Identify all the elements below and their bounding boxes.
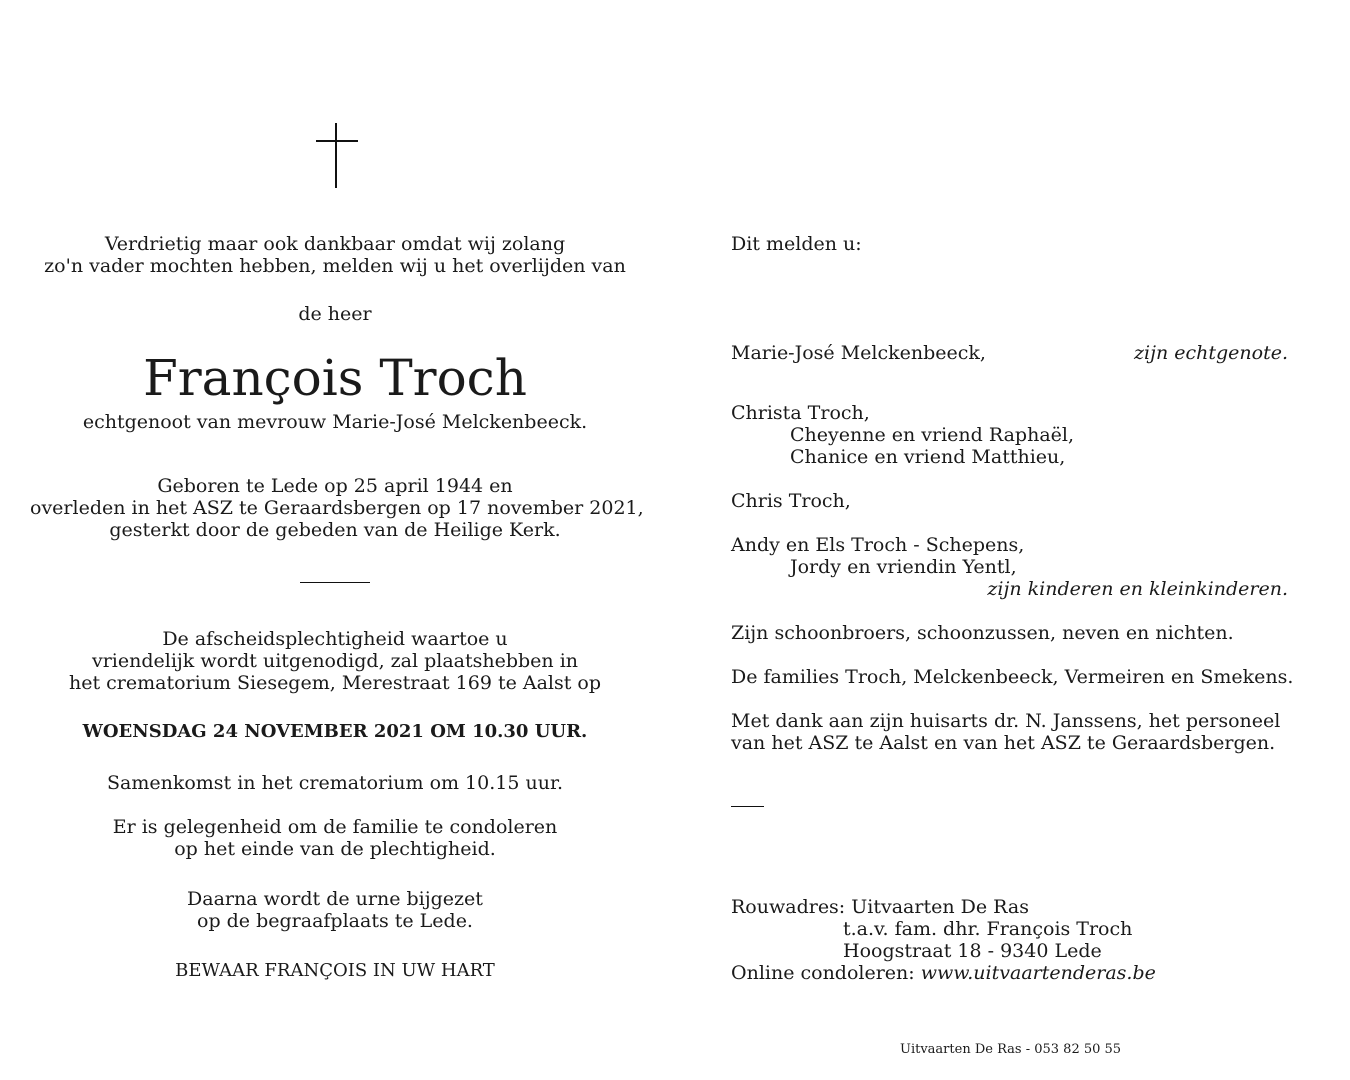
spouse-name: Marie-José Melckenbeeck, (731, 342, 986, 364)
ceremony-date: WOENSDAG 24 NOVEMBER 2021 OM 10.30 UUR. (82, 721, 588, 742)
closing-text: BEWAAR FRANÇOIS IN UW HART (175, 960, 495, 981)
gathering-text: Samenkomst in het crematorium om 10.15 uur. (106, 772, 564, 794)
address-line-3: Hoogstraat 18 - 9340 Lede (843, 940, 1102, 962)
condolence-link[interactable]: www.uitvaartenderas.be (920, 962, 1156, 984)
ceremony-text (30, 628, 640, 694)
cross-icon (335, 123, 337, 188)
divider (300, 582, 370, 583)
church-line: gesterkt door de gebeden van de Heilige Kerk. (109, 519, 561, 541)
intro-line-2: zo'n vader mochten hebben, melden wij u het overlijden van (44, 255, 626, 277)
title-text: de heer (298, 303, 372, 325)
child-christa: Christa Troch, (731, 402, 870, 424)
intro-line-1: Verdrietig maar ook dankbaar omdat wij zolang (104, 233, 566, 255)
birth-death-text (30, 475, 644, 541)
grandchild-cheyenne: Cheyenne en vriend Raphaël, (790, 424, 1075, 446)
address-label: Rouwadres: Uitvaarten De Ras (731, 896, 1029, 918)
child-chris: Chris Troch, (731, 490, 851, 512)
deceased-name: François Troch (143, 349, 527, 407)
ceremony-line-2: vriendelijk wordt uitgenodigd, zal plaatshebben in (91, 650, 579, 672)
cross-icon-arm (316, 140, 358, 142)
thanks-line-1: Met dank aan zijn huisarts dr. N. Janssens, het personeel (731, 710, 1281, 732)
ceremony-line-3: het crematorium Siesegem, Merestraat 169 te Aalst op (68, 672, 602, 694)
spouse-role: zijn echtgenote. (1133, 342, 1288, 364)
condolence-text (30, 816, 640, 860)
birth-line: Geboren te Lede op 25 april 1944 en (157, 475, 513, 497)
urn-text (30, 888, 640, 932)
footer-contact: Uitvaarten De Ras - 053 82 50 55 (900, 1042, 1122, 1057)
death-line: overleden in het ASZ te Geraardsbergen op 17 november 2021, (30, 497, 644, 519)
intro-text (30, 233, 640, 277)
families-text: De families Troch, Melckenbeeck, Vermeiren en Smekens. (731, 666, 1294, 688)
divider-short (731, 806, 764, 807)
child-andy: Andy en Els Troch - Schepens, (731, 534, 1025, 556)
inlaws-text: Zijn schoonbroers, schoonzussen, neven en nichten. (731, 622, 1234, 644)
address-line-2: t.a.v. fam. dhr. François Troch (843, 918, 1133, 940)
children-role: zijn kinderen en kleinkinderen. (987, 578, 1288, 600)
ceremony-line-1: De afscheidsplechtigheid waartoe u (162, 628, 508, 650)
condolence-line-2: op het einde van de plechtigheid. (174, 838, 496, 860)
online-condolence (731, 962, 1156, 984)
urn-line-2: op de begraafplaats te Lede. (197, 910, 473, 932)
condolence-line-1: Er is gelegenheid om de familie te condoleren (112, 816, 558, 838)
online-label: Online condoleren: (731, 962, 921, 984)
grandchild-jordy: Jordy en vriendin Yentl, (790, 556, 1017, 578)
thanks-line-2: van het ASZ te Aalst en van het ASZ te Geraardsbergen. (731, 732, 1276, 754)
urn-line-1: Daarna wordt de urne bijgezet (187, 888, 483, 910)
grandchild-chanice: Chanice en vriend Matthieu, (790, 446, 1066, 468)
spouse-line: echtgenoot van mevrouw Marie-José Melckenbeeck. (82, 411, 588, 433)
announcement-heading: Dit melden u: (731, 233, 862, 255)
